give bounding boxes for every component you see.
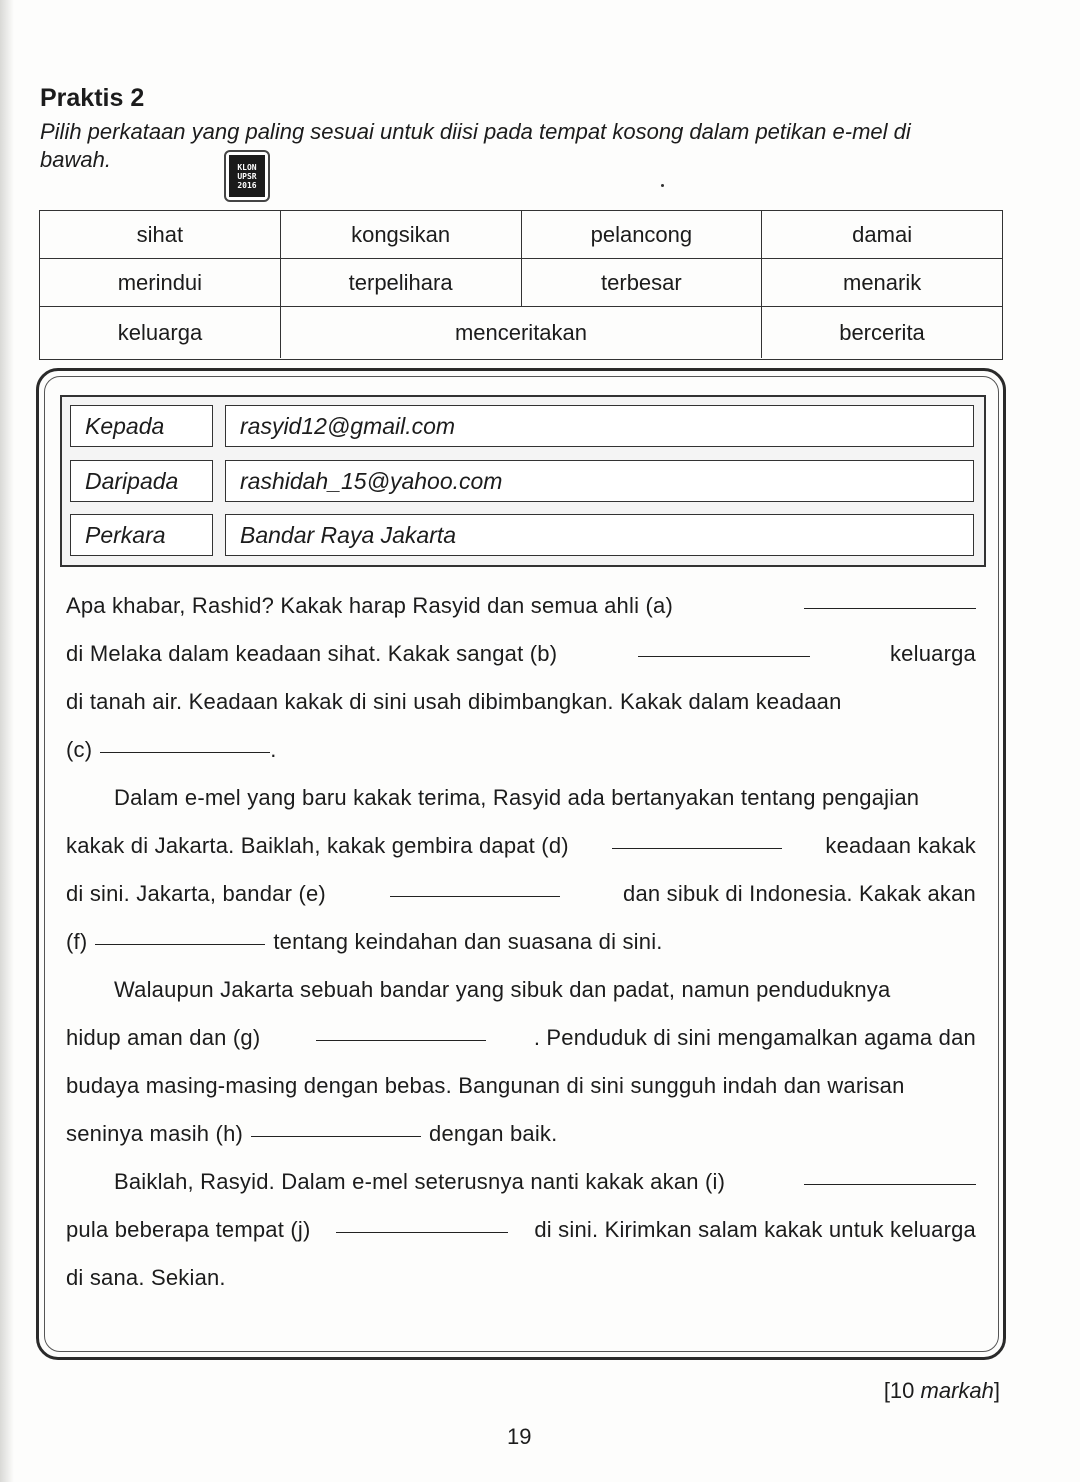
body-text-segment: hidup aman dan (g) — [66, 1025, 261, 1050]
exercise-title: Praktis 2 — [40, 84, 145, 112]
body-line — [66, 1254, 976, 1302]
body-text-segment: di sini. Jakarta, bandar (e) — [66, 881, 326, 906]
body-text-segment: di tanah air. Keadaan kakak di sini usah dibimbangkan. Kakak dalam keadaan — [66, 689, 842, 714]
marks-label — [884, 1378, 1000, 1404]
blank-f — [95, 943, 265, 945]
badge-line-1: KLON — [237, 162, 257, 172]
body-text-segment: keluarga — [889, 641, 976, 666]
word-bank-cell: damai — [852, 221, 913, 247]
blank-h — [251, 1135, 421, 1137]
body-text-segment: . Penduduk di sini mengamalkan agama dan — [533, 1025, 976, 1050]
word-bank-row — [40, 307, 1002, 358]
body-text-segment: (c) — [66, 737, 93, 762]
body-line — [66, 870, 976, 918]
word-bank-cell: kongsikan — [281, 211, 522, 258]
body-text-segment: tentang keindahan dan suasana di sini. — [273, 929, 663, 954]
body-text-segment: kakak di Jakarta. Baiklah, kakak gembira dapat (d) — [66, 833, 569, 858]
body-line — [66, 966, 976, 1014]
body-line — [66, 774, 976, 822]
word-bank-cell: sihat — [40, 211, 281, 258]
word-bank-cell: terpelihara — [281, 259, 522, 306]
body-line — [66, 678, 976, 726]
body-text-segment: dengan baik. — [429, 1121, 558, 1146]
body-text-segment: pula beberapa tempat (j) — [66, 1217, 311, 1242]
subject-value: Bandar Raya Jakarta — [225, 514, 974, 556]
page-edge-shadow — [0, 0, 14, 1482]
body-line — [66, 918, 976, 966]
stray-dot — [661, 184, 664, 187]
body-text-segment: Apa khabar, Rashid? Kakak harap Rasyid dan semua ahli (a) — [66, 593, 673, 618]
marks-word: markah — [920, 1378, 994, 1403]
email-header-box — [60, 395, 986, 567]
email-subject-row — [70, 514, 974, 556]
blank-c — [100, 751, 270, 753]
subject-label: Perkara — [70, 514, 213, 556]
word-bank-cell: keluarga — [40, 307, 281, 358]
marks-close: ] — [993, 1378, 1000, 1403]
blank-e — [390, 895, 560, 897]
marks-open: [10 — [883, 1378, 921, 1403]
word-bank-row — [40, 211, 1002, 259]
instruction-text: Pilih perkataan yang paling sesuai untuk diisi pada tempat kosong dalam petikan e-mel di bawah. — [40, 119, 911, 172]
body-line — [66, 1062, 976, 1110]
body-text-segment: Baiklah, Rasyid. Dalam e-mel seterusnya nanti kakak akan (i) — [114, 1169, 726, 1194]
word-bank-cell: menceritakan — [281, 307, 762, 358]
to-value: rasyid12@gmail.com — [225, 405, 974, 447]
page-number: 19 — [507, 1424, 532, 1449]
word-bank-row — [40, 259, 1002, 307]
badge-line-2: UPSR — [237, 171, 257, 181]
email-to-row — [70, 405, 974, 447]
body-text-segment: Walaupun Jakarta sebuah bandar yang sibuk dan padat, namun penduduknya — [114, 977, 891, 1002]
to-label: Kepada — [70, 405, 213, 447]
body-text-segment: (f) — [66, 929, 88, 954]
body-line — [66, 630, 976, 678]
body-line — [66, 1206, 976, 1254]
body-text-segment: . — [270, 737, 277, 762]
body-line — [66, 582, 976, 630]
klon-upsr-badge — [224, 150, 270, 202]
email-body — [66, 582, 976, 1302]
blank-a — [804, 607, 976, 609]
body-line — [66, 1158, 976, 1206]
body-text-segment: seninya masih (h) — [66, 1121, 244, 1146]
body-line — [66, 726, 976, 774]
body-text-segment: Dalam e-mel yang baru kakak terima, Rasyid ada bertanyakan tentang pengajian — [114, 785, 920, 810]
badge-line-3: 2016 — [237, 180, 257, 190]
blank-b — [638, 655, 810, 657]
blank-i — [804, 1183, 976, 1185]
body-text-segment: di sini. Kirimkan salam kakak untuk keluarga — [534, 1217, 976, 1242]
blank-d — [612, 847, 782, 849]
word-bank-cell: bercerita — [839, 319, 925, 345]
word-bank-cell: terbesar — [522, 259, 763, 306]
email-from-row — [70, 460, 974, 502]
body-text-segment: di Melaka dalam keadaan sihat. Kakak sangat (b) — [66, 641, 558, 666]
word-bank-cell: merindui — [40, 259, 281, 306]
body-text-segment: dan sibuk di Indonesia. Kakak akan — [623, 881, 976, 906]
body-line — [66, 1110, 976, 1158]
word-bank-table — [39, 210, 1003, 360]
from-value: rashidah_15@yahoo.com — [225, 460, 974, 502]
blank-g — [316, 1039, 486, 1041]
word-bank-cell: menarik — [843, 269, 922, 295]
body-text-segment: keadaan kakak — [825, 833, 976, 858]
body-line — [66, 1014, 976, 1062]
word-bank-cell: pelancong — [522, 211, 763, 258]
body-line — [66, 822, 976, 870]
body-text-segment: di sana. Sekian. — [66, 1265, 226, 1290]
from-label: Daripada — [70, 460, 213, 502]
body-text-segment: budaya masing-masing dengan bebas. Bangunan di sini sungguh indah dan warisan — [66, 1073, 905, 1098]
blank-j — [336, 1231, 508, 1233]
